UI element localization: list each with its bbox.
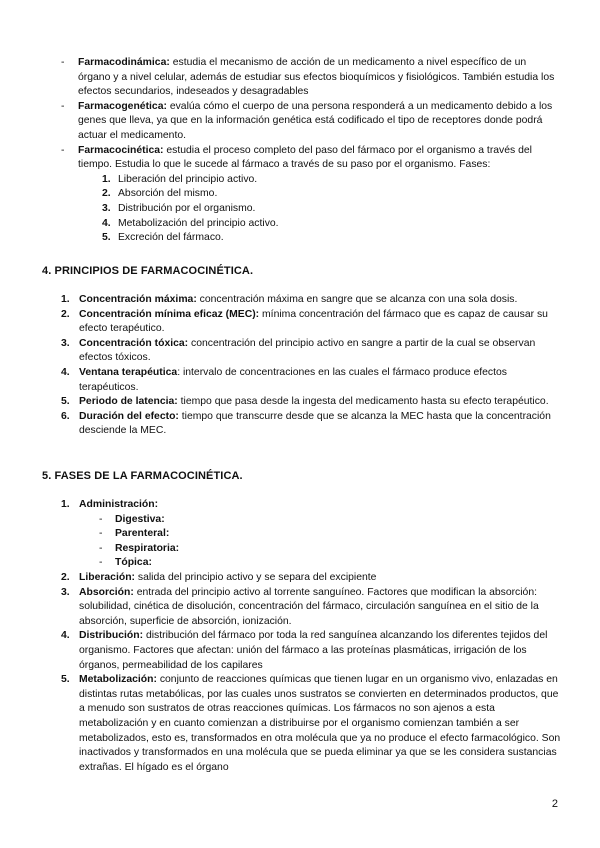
definition-farmacodinamica [55, 56, 560, 100]
list-number: 4. [61, 630, 70, 642]
list-number: 5. [61, 396, 70, 408]
item-text: conjunto de reacciones químicas que tienen lugar en un organismo vivo, enlazadas en distintas rutas metabólicas, por las cuales unos sustratos se convierten en determinados productos, que a menudo son sustratos de otras reacciones químicas. Los fármacos no son ajenos a esta metabolización y en cuanto comienzan a distribuirse por el organismo comienzan también a ser metabolizados, esto es, transformados en otra molécula que ya no produce el efecto farmacológico. Son inactivados y transformados en una molécula que se pueda eliminar ya que se les considera sustancias extrañas. El hígado es el órgano [79, 674, 561, 773]
item-text: entrada del principio activo al torrente sanguíneo. Factores que modifican la absorción: solubilidad, cinética de disolución, concentración del fármaco, circulación sanguínea en el sitio de la absorción, superficie de absorción, ionización. [79, 586, 539, 627]
section-4-list [61, 293, 561, 439]
list-number: 2. [102, 188, 111, 200]
phase-item [98, 173, 560, 188]
list-number: 1. [61, 294, 70, 305]
phase-text: Metabolización del principio activo. [118, 217, 279, 229]
item-term: Periodo de latencia: [79, 396, 178, 408]
item-term: Absorción: [79, 586, 134, 598]
definition-term: Farmacogenética: [78, 100, 167, 112]
phase-item [98, 231, 560, 246]
intro-definitions-list [55, 56, 560, 246]
list-item [61, 586, 561, 630]
item-term: Metabolización: [79, 674, 157, 686]
phase-item [98, 217, 560, 232]
item-term: Concentración tóxica: [79, 337, 189, 349]
page-number: 2 [551, 798, 558, 810]
route-item: - Tópica: [79, 556, 561, 571]
list-item [61, 395, 561, 410]
definition-text: estudia el proceso completo del paso del fármaco por el organismo a través del tiempo. Estudia lo que le sucede al fármaco a través de su paso por el organismo. Fases: [78, 144, 532, 171]
definition-term: Farmacodinámica: [78, 57, 170, 68]
list-number: 2. [61, 571, 70, 583]
item-text: mínima concentración del fármaco que es capaz de causar su efecto terapéutico. [79, 308, 548, 335]
route-item: - Digestiva: [79, 513, 561, 528]
item-text: tiempo que pasa desde la ingesta del medicamento hasta su efecto terapéutico. [177, 396, 549, 408]
list-item [61, 673, 561, 775]
list-item [61, 629, 561, 673]
section-5-list [61, 498, 561, 775]
list-item [61, 498, 561, 571]
list-number: 4. [102, 217, 111, 229]
list-number: 3. [61, 586, 70, 598]
definition-farmacogenetica [55, 100, 560, 144]
item-term: Liberación: [79, 571, 136, 583]
item-text: concentración del principio activo en sangre a partir de la cual se observan efectos tóxicos. [79, 337, 536, 364]
route-item: - Respiratoria: [79, 542, 561, 557]
phase-text: Distribución por el organismo. [118, 202, 256, 214]
item-text: distribución del fármaco por toda la red sanguínea alcanzando los diferentes tejidos del organismo. Factores que afectan: unión del fármaco a las proteínas plasmáticas, irrigación de los órganos, permeabilidad de los capilares [79, 630, 548, 671]
list-item [61, 293, 561, 308]
list-number: 4. [61, 366, 70, 378]
route-item: - Parenteral: [79, 527, 561, 542]
phase-item [98, 202, 560, 217]
item-text: tiempo que transcurre desde que se alcanza la MEC hasta que la concentración desciende la MEC. [79, 410, 551, 437]
item-term: Concentración mínima eficaz (MEC): [79, 308, 260, 320]
section-4-heading: 4. PRINCIPIOS DE FARMACOCINÉTICA. [42, 265, 254, 277]
list-number: 5. [61, 674, 70, 686]
list-number: 1. [102, 173, 111, 185]
list-number: 3. [61, 337, 70, 349]
list-number: 5. [102, 232, 111, 244]
item-term: Distribución: [79, 630, 144, 642]
phase-item [98, 187, 560, 202]
definition-text: evalúa cómo el cuerpo de una persona responderá a un medicamento debido a los genes que lleva, ya que en la información genética está codificado el tipo de receptores donde podrá actuar el medicamento. [78, 100, 553, 141]
item-term: Duración del efecto: [79, 410, 179, 422]
item-term: Administración: [79, 499, 159, 510]
item-text: salida del principio activo y se separa del excipiente [135, 571, 377, 583]
list-number: 2. [61, 308, 70, 320]
item-term: Concentración máxima: [79, 294, 197, 305]
definition-term: Farmacocinética: [78, 144, 164, 156]
item-term: Ventana terapéutica [79, 366, 178, 378]
phase-text: Absorción del mismo. [118, 188, 218, 200]
item-text: : intervalo de concentraciones en las cuales el fármaco produce efectos terapéuticos. [79, 366, 507, 393]
phase-text: Liberación del principio activo. [118, 173, 258, 185]
definition-farmacocinetica [55, 144, 560, 246]
administration-routes-list [79, 513, 561, 571]
phases-list [98, 173, 560, 246]
list-number: 6. [61, 410, 70, 422]
definition-text: estudia el mecanismo de acción de un medicamento a nivel específico de un órgano y a nivel celular, además de estudiar sus efectos bioquímicos y fisiológicos. También estudia los efectos secundarios, indeseados y desagradables [78, 57, 555, 98]
list-number: 1. [61, 499, 70, 510]
phase-text: Excreción del fármaco. [118, 232, 224, 244]
section-5-heading: 5. FASES DE LA FARMACOCINÉTICA. [42, 470, 243, 482]
list-item [61, 410, 561, 439]
list-item [61, 366, 561, 395]
list-item [61, 337, 561, 366]
list-item [61, 308, 561, 337]
list-number: 3. [102, 202, 111, 214]
item-text: concentración máxima en sangre que se alcanza con una sola dosis. [196, 294, 518, 305]
list-item [61, 571, 561, 586]
